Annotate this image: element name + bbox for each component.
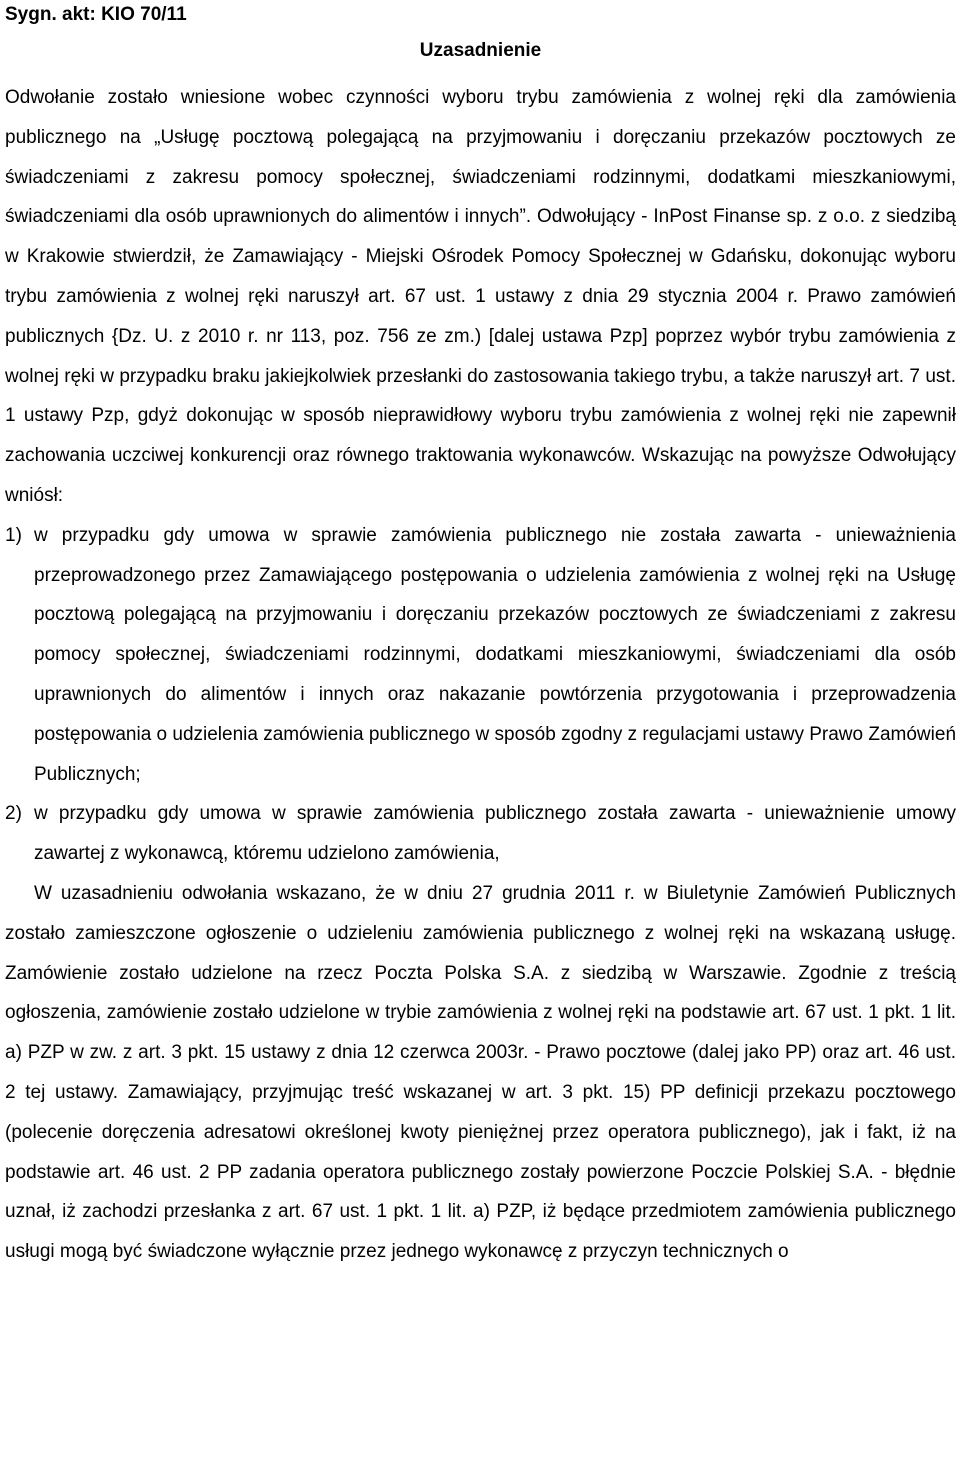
intro-paragraph: Odwołanie zostało wniesione wobec czynności wyboru trybu zamówienia z wolnej ręki dla zamówienia publicznego na „Usługę pocztową polegającą na przyjmowaniu i doręczaniu przekazów pocztowych ze świadczeniami z zakresu pomocy społecznej, świadczeniami rodzinnymi, dodatkami mieszkaniowymi, świadczeniami dla osób uprawnionych do alimentów i innych”. Odwołujący - InPost Finanse sp. z o.o. z siedzibą w Krakowie stwierdził, że Zamawiający - Miejski Ośrodek Pomocy Społecznej w Gdańsku, dokonując wyboru trybu zamówienia z wolnej ręki naruszył art. 67 ust. 1 ustawy z dnia 29 stycznia 2004 r. Prawo zamówień publicznych {Dz. U. z 2010 r. nr 113, poz. 756 ze zm.) [dalej ustawa Pzp] poprzez wybór trybu zamówienia z wolnej ręki w przypadku braku jakiejkolwiek przesłanki do zastosowania takiego trybu, a także naruszył art. 7 ust. 1 ustawy Pzp, gdyż dokonując w sposób nieprawidłowy wyboru trybu zamówienia z wolnej ręki nie zapewnił zachowania uczciwej konkurencji oraz równego traktowania wykonawców. Wskazując na powyższe Odwołujący wniósł: <box>5 87 956 506</box>
justification-paragraph: W uzasadnieniu odwołania wskazano, że w dniu 27 grudnia 2011 r. w Biuletynie Zamówień Publicznych zostało zamieszczone ogłoszenie o udzieleniu zamówienia publicznego z wolnej ręki na wskazaną usługę. Zamówienie zostało udzielone na rzecz Poczta Polska S.A. z siedzibą w Warszawie. Zgodnie z treścią ogłoszenia, zamówienie zostało udzielone w trybie zamówienia z wolnej ręki na podstawie art. 67 ust. 1 pkt. 1 lit. a) PZP w zw. z art. 3 pkt. 15 ustawy z dnia 12 czerwca 2003r. - Prawo pocztowe (dalej jako PP) oraz art. 46 ust. 2 tej ustawy. Zamawiający, przyjmując treść wskazanej w art. 3 pkt. 15) PP definicji przekazu pocztowego (polecenie doręczenia adresatowi określonej kwoty pieniężnej przez operatora publicznego), jak i fakt, iż na podstawie art. 46 ust. 2 PP zadania operatora publicznego zostały powierzone Poczcie Polskiej S.A. - błędnie uznał, iż zachodzi przesłanka z art. 67 ust. 1 pkt. 1 lit. a) PZP, iż będące przedmiotem zamówienia publicznego usługi mogą być świadczone wyłącznie przez jednego wykonawcę z przyczyn technicznych o <box>5 882 956 1263</box>
section-heading: Uzasadnienie <box>419 40 542 61</box>
list-item-text: w przypadku gdy umowa w sprawie zamówienia publicznego została zawarta - unieważnienie umowy zawartej z wykonawcą, któremu udzielono zamówienia, <box>34 803 956 865</box>
document-body <box>5 78 956 1272</box>
list-item-text: w przypadku gdy umowa w sprawie zamówienia publicznego nie została zawarta - unieważnienia przeprowadzonego przez Zamawiającego postępowania o udzielenia zamówienia z wolnej ręki na Usługę pocztową polegającą na przyjmowaniu i doręczaniu przekazów pocztowych ze świadczeniami z zakresu pomocy społecznej, świadczeniami rodzinnymi, dodatkami mieszkaniowymi, świadczeniami dla osób uprawnionych do alimentów i innych oraz nakazanie powtórzenia przygotowania i przeprowadzenia postępowania o udzielenia zamówienia publicznego w sposób zgodny z regulacjami ustawy Prawo Zamówień Publicznych; <box>34 524 957 785</box>
list-item-number: 1) <box>5 524 22 546</box>
case-signature: Sygn. akt: KIO 70/11 <box>5 4 187 25</box>
list-item-number: 2) <box>5 803 22 825</box>
list-item <box>5 516 956 795</box>
list-item <box>5 794 956 874</box>
requests-list <box>5 516 956 874</box>
